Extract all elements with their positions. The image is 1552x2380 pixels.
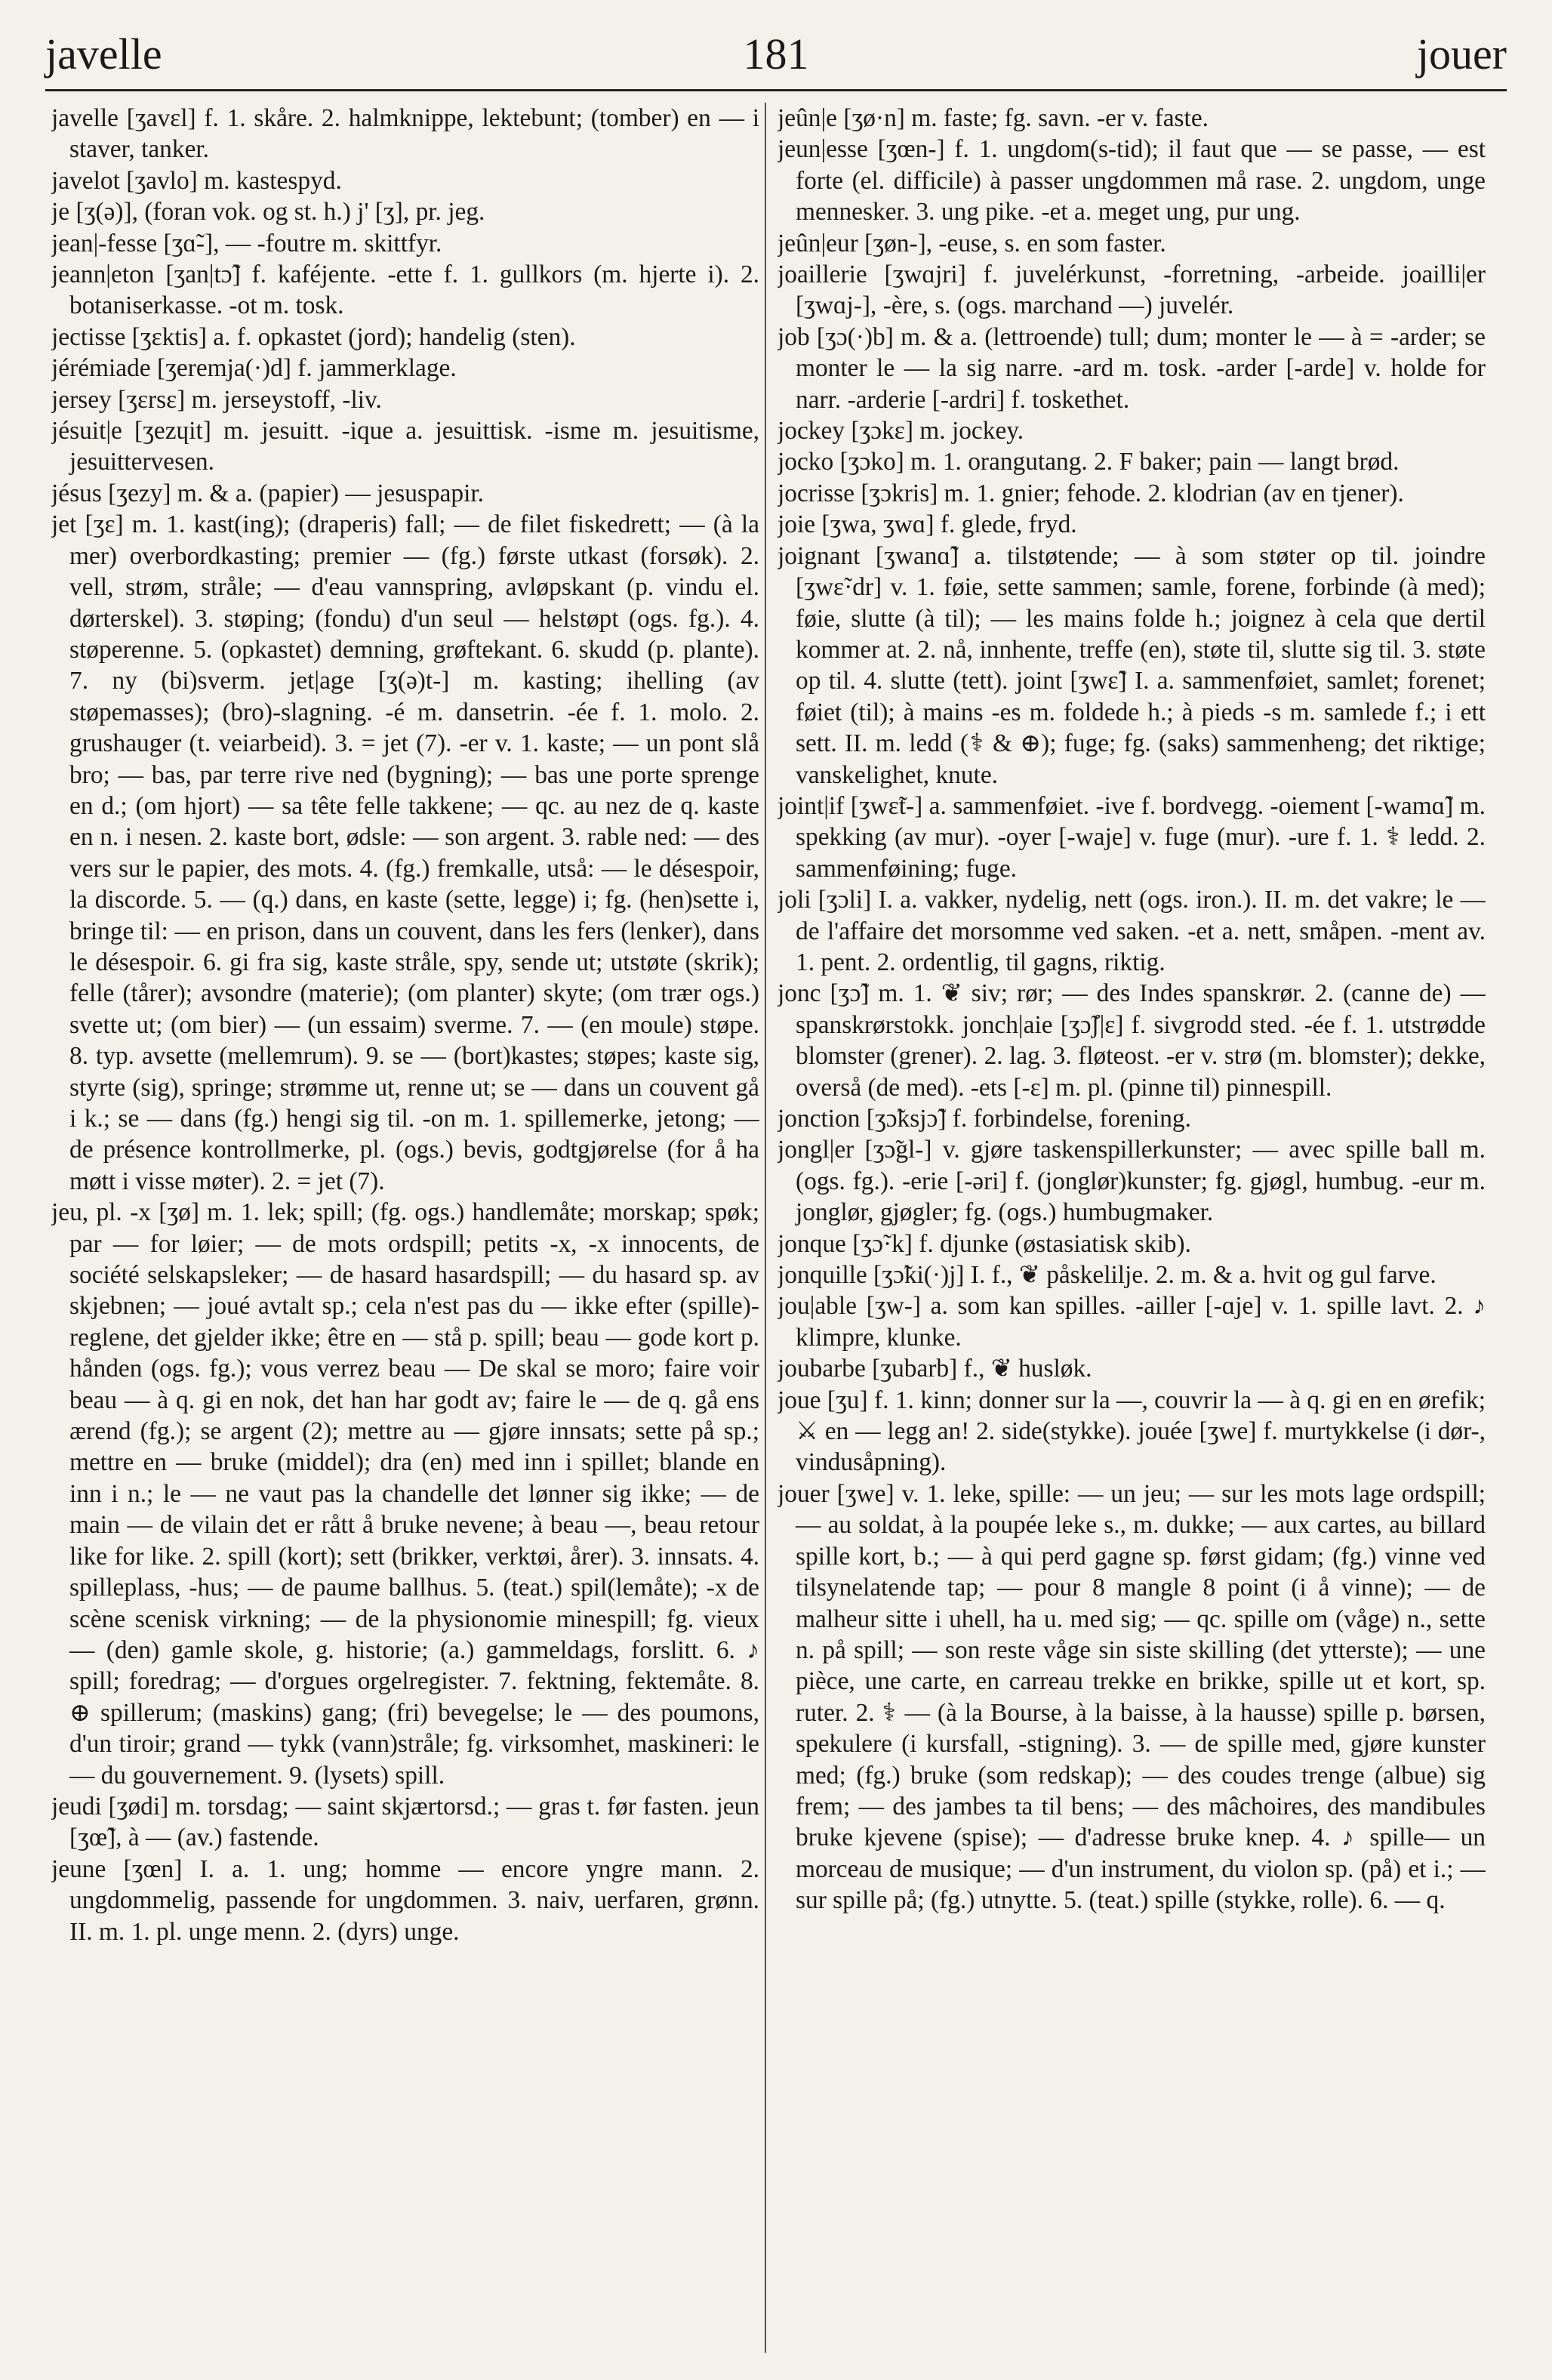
entry-javelle: javelle [ʒavɛl] f. 1. skåre. 2. halmknippe, lektebunt; (tomber) en — i staver, tanker. <box>51 104 759 164</box>
entry-joli: joli [ʒɔli] I. a. vakker, nydelig, nett (ogs. iron.). II. m. det vakre; le — de l'affaire det morsomme ved saken. -et a. nett, småpen. -ment av. 1. pent. 2. ordentlig, til gagns, riktig. <box>778 886 1486 976</box>
entry-jesus: jésus [ʒezy] m. & a. (papier) — jesuspapir. <box>51 479 485 507</box>
header-right-guide-word: jouer <box>1416 29 1507 79</box>
entry-javelot: javelot [ʒavlo] m. kastespyd. <box>51 166 342 195</box>
entry-jouable: jou|able [ʒw-] a. som kan spilles. -ailler [-ɑje] v. 1. spille lavt. 2. ♪ klimpre, klunke. <box>778 1292 1486 1352</box>
entry-jonquille: jonquille [ʒɔ̃ki(·)j] I. f., ❦ påskelilje. 2. m. & a. hvit og gul farve. <box>778 1261 1437 1290</box>
entry-jocrisse: jocrisse [ʒɔkris] m. 1. gnier; fehode. 2. klodrian (av en tjener). <box>778 479 1404 507</box>
entry-job: job [ʒɔ(·)b] m. & a. (lettroende) tull; dum; monter le — à = -arder; se monter le — la sig narre. -ard m. tosk. -arder [-arde] v. holde for narr. -arderie [-ardri] f. toskethet. <box>778 322 1486 414</box>
entry-jeanneton: jeann|eton [ʒan|tɔ̃] f. kaféjente. -ette f. 1. gullkors (m. hjerte i). 2. botaniserkasse. -ot m. tosk. <box>51 261 759 320</box>
entry-jeudi: jeudi [ʒødi] m. torsdag; — saint skjærtorsd.; — gras t. før fasten. jeun [ʒœ̃], à — (av.) fastende. <box>51 1792 759 1852</box>
entry-jonc: jonc [ʒɔ̃] m. 1. ❦ siv; rør; — des Indes spanskrør. 2. (canne de) — spanskrørstokk. jonch|aie [ʒɔ̃ʃ|ɛ] f. sivgrodd sted. -ée f. 1. utstrødde blomster (grener). 2. lag. 3. fløteost. -er v. strø (m. blomster); dekke, overså (de med). -ets [-ɛ] m. pl. (pinne til) pinnespill. <box>778 979 1486 1102</box>
header-left-guide-word: javelle <box>45 29 162 79</box>
page-header <box>45 29 1507 89</box>
entry-jeuneur: jeûn|eur [ʒøn-], -euse, s. en som faster. <box>778 229 1166 257</box>
header-rule <box>45 89 1507 91</box>
right-column <box>778 103 1486 2353</box>
entry-je: je [ʒ(ə)], (foran vok. og st. h.) j' [ʒ], pr. jeg. <box>51 198 485 227</box>
entry-jet: jet [ʒɛ] m. 1. kast(ing); (draperis) fall; — de filet fiskedrett; — (à la mer) overbordkasting; premier — (fg.) første utkast (forsøk). 2. vell, strøm, stråle; — d'eau vannspring, avløpskant (p. vindu el. dørterskel). 3. støping; (fondu) d'un seul — helstøpt (ogs. fg.). 4. støperenne. 5. (opkastet) demning, grøftekant. 6. skudd (p. plante). 7. ny (bi)sverm. jet|age [ʒ(ə)t-] m. kasting; ihelling (av støpemasses); (bro)-slagning. -é m. dansetrin. -ée f. 1. molo. 2. grushauger (t. veiarbeid). 3. = jet (7). -er v. 1. kaste; — un pont slå bro; — bas, par terre rive ned (bygning); — bas une porte sprenge en d.; (om hjort) — sa tête felle takkene; — qc. au nez de q. kaste en n. i nesen. 2. kaste bort, ødsle: — son argent. 3. rable ned: — des vers sur le papier, des mots. 4. (fg.) fremkalle, utså: — le désespoir, la discorde. 5. — (q.) dans, en kaste (sette, legge) i; fg. (hen)sette i, bringe til: — en prison, dans un couvent, dans les fers (lenker), dans le désespoir. 6. gi fra sig, kaste stråle, spy, sende ut; utstøte (skrik); felle (tårer); avsondre (materie); (om planter) skyte; (om trær ogs.) svette ut; (om bier) — (un essaim) sverme. 7. — (en moule) støpe. 8. typ. avsette (mellemrum). 9. se — (bort)kastes; støpes; kaste sig, styrte (sig), springe; strømme ut, renne ut; se — dans un couvent gå i k.; se — dans (fg.) hengi sig til. -on m. 1. spillemerke, jetong; — de présence kontrollmerke, pl. (ogs.) bevis, godtgjørelse (for å ha møtt i visse møter). 2. = jet (7). <box>51 510 759 1195</box>
entry-jectisse: jectisse [ʒɛktis] a. f. opkastet (jord); handelig (sten). <box>51 322 576 351</box>
column-divider <box>765 103 766 2353</box>
entry-jouer: jouer [ʒwe] v. 1. leke, spille: — un jeu; — sur les mots lage ordspill; — au soldat, à la poupée leke s., m. dukke; — aux cartes, au billard spille kort, b.; — à qui perd gagne sp. først gidam; (fg.) vinne ved tilsynelatende tap; — pour 8 mangle 8 point (i å vinne); — de malheur sitte i uhell, ha u. med sig; — qc. spille om (våge) n., sette n. på spill; — son reste våge sin siste skilling (det ytterste); — une pièce, une carte, en carreau trekke en brikke, spille ut et kort, sp. ruter. 2. ⚕ — (à la Bourse, à la baisse, à la hausse) spille p. børsen, spekulere (i kursfall, -stigning). 3. — de spille med, gjøre kunster med; (fg.) bruke (som redskap); — des coudes trenge (albue) sig frem; — des jambes ta til bens; — des mâchoires, des mandibules bruke kjevene (spise); — d'adresse bruke knep. 4. ♪ spille— un morceau de musique; — d'un instrument, du violon sp. (på) et i.; — sur spille på; (fg.) utnytte. 5. (teat.) spille (stykke, rolle). 6. — q. <box>778 1479 1486 1915</box>
entry-jean-fesse: jean|-fesse [ʒɑ̃-], — -foutre m. skittfyr. <box>51 229 442 257</box>
page-number: 181 <box>743 29 809 79</box>
entry-jockey: jockey [ʒɔkɛ] m. jockey. <box>778 417 1024 445</box>
entry-jeune-fast: jeûn|e [ʒø·n] m. faste; fg. savn. -er v. faste. <box>778 104 1209 132</box>
entry-jonque: jonque [ʒɔ̃·k] f. djunke (østasiatisk skib). <box>778 1229 1192 1258</box>
entry-jonction: jonction [ʒɔ̃ksjɔ̃] f. forbindelse, forening. <box>778 1105 1191 1133</box>
entry-joubarbe: joubarbe [ʒubarb] f., ❦ husløk. <box>778 1355 1092 1383</box>
entry-joie: joie [ʒwa, ʒwɑ] f. glede, fryd. <box>778 510 1077 539</box>
entry-joue: joue [ʒu] f. 1. kinn; donner sur la —, couvrir la — à q. gi en en ørefik; ⚔ en — legg an! 2. side(stykke). jouée [ʒwe] f. murtykkelse (i dør-, vindusåpning). <box>778 1386 1486 1477</box>
entry-jongler: jongl|er [ʒɔ̃gl-] v. gjøre taskenspillerkunster; — avec spille ball m. (ogs. fg.). -erie [-əri] f. (jonglør)kunster; fg. gjøgl, humbug. -eur m. jonglør, gjøgler; fg. (ogs.) humbugmaker. <box>778 1136 1486 1227</box>
entry-jeu: jeu, pl. -x [ʒø] m. 1. lek; spill; (fg. ogs.) handlemåte; morskap; spøk; par — for løier; — de mots ordspill; petits -x, -x innocents, de société selskapsleker; — de hasard hasardspill; — du hasard sp. av skjebnen; — joué avtalt sp.; cela n'est pas du — ikke efter (spille)-reglene, det gjelder ikke; être en — stå p. spill; beau — gode kort p. hånden (ogs. fg.); vous verrez beau — De skal se moro; faire voir beau — à q. gi en nok, det han har godt av; faire le — de q. gå ens ærend (fg.); se argent (2); mettre au — gjøre innsats; sette på sp.; mettre en — bruke (middel); dra (en) med inn i spillet; blande en inn i n.; le — ne vaut pas la chandelle det lønner sig ikke; — de main — de vilain det er rått å bruke nevene; à beau —, beau retour like for like. 2. spill (kort); sett (brikker, verktøi, årer). 3. innsats. 4. spilleplass, -hus; — de paume ballhus. 5. (teat.) spil(lemåte); -x de scène scenisk virkning; — de la physionomie minespill; fg. vieux — (den) gamle skole, g. historie; (a.) gammeldags, forslitt. 6. ♪ spill; foredrag; — d'orgues orgelregister. 7. fektning, fektemåte. 8. ⊕ spillerum; (maskins) gang; (fri) bevegelse; le — des poumons, d'un tiroir; grand — tykk (vann)stråle; fg. virksomhet, maskineri: le — du gouvernement. 9. (lysets) spill. <box>51 1198 759 1790</box>
entry-jeunesse: jeun|esse [ʒœn-] f. 1. ungdom(s-tid); il faut que — se passe, — est forte (el. difficile) à passer ungdommen må rase. 2. ungdom, unge mennesker. 3. ung pike. -et a. meget ung, pur ung. <box>778 135 1486 227</box>
entry-jocko: jocko [ʒɔko] m. 1. orangutang. 2. F baker; pain — langt brød. <box>778 448 1400 476</box>
entry-jersey: jersey [ʒɛrsɛ] m. jerseystoff, -liv. <box>51 385 382 414</box>
entry-jeremiade: jérémiade [ʒeremja(·)d] f. jammerklage. <box>51 354 457 383</box>
entry-jesuite: jésuit|e [ʒezɥit] m. jesuitt. -ique a. jesuittisk. -isme m. jesuitisme, jesuittervesen. <box>51 417 759 476</box>
entry-jointif: joint|if [ʒwɛ̃t-] a. sammenføiet. -ive f. bordvegg. -oiement [-wamɑ̃] m. spekking (av mur). -oyer [-waje] v. fuge (mur). -ure f. 1. ⚕ ledd. 2. sammenføining; fuge. <box>778 791 1486 883</box>
entry-joaillerie: joaillerie [ʒwɑjri] f. juvelérkunst, -forretning, -arbeide. joailli|er [ʒwɑj-], -ère, s. (ogs. marchand —) juvelér. <box>778 261 1486 320</box>
entry-joignant: joignant [ʒwanɑ̃] a. tilstøtende; — à som støter op til. joindre [ʒwɛ̃·dr] v. 1. føie, sette sammen; samle, forene, forbinde (à med); føie, slutte (à til); — les mains folde h.; joignez à cela que dertil kommer at. 2. nå, innhente, treffe (en), støte til, slutte sig til. 3. støte op til. 4. slutte (tett). joint [ʒwɛ̃] I. a. sammenføiet, samlet; forenet; føiet (til); à mains -es m. foldede h.; à pieds -s m. samlede f.; i ett sett. II. m. ledd (⚕ & ⊕); fuge; fg. (saks) sammenheng; det riktige; vanskelighet, knute. <box>778 541 1486 789</box>
entry-jeune: jeune [ʒœn] I. a. 1. ung; homme — encore yngre mann. 2. ungdommelig, passende for ungdommen. 3. naiv, uerfaren, grønn. II. m. 1. pl. unge menn. 2. (dyrs) unge. <box>51 1854 759 1946</box>
left-column <box>51 103 759 2353</box>
